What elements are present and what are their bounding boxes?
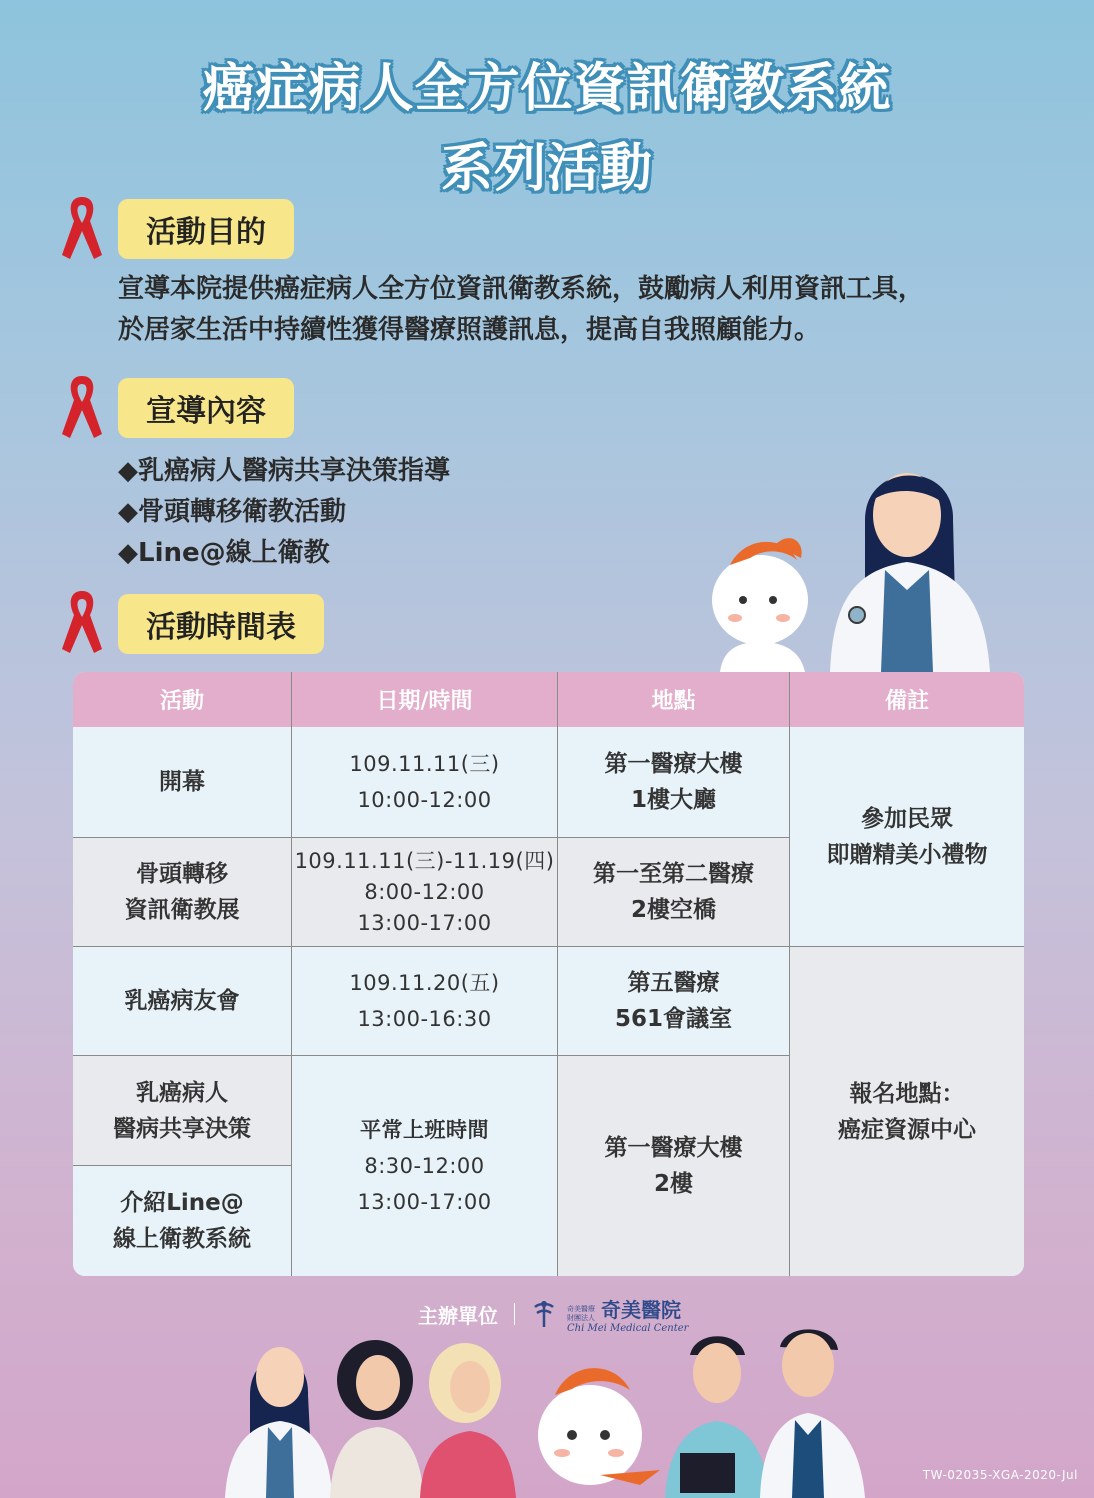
table-header-datetime: 日期/時間: [292, 672, 557, 727]
table-cell-activity: [73, 947, 291, 1055]
cell-text: 即贈精美小禮物: [826, 841, 988, 868]
ribbon-icon: [60, 587, 104, 657]
cell-text: 第一醫療大樓: [604, 1135, 743, 1161]
cell-text: 2樓空橋: [630, 897, 716, 923]
host-label: 主辦單位: [418, 1303, 498, 1328]
table-cell-time: [292, 727, 557, 837]
logo-text-en: Chi Mei Medical Center: [567, 1323, 689, 1334]
purpose-text-line2: 於居家生活中持續性獲得醫療照護訊息，提高自我照顧能力。: [118, 315, 821, 345]
cell-text: 乳癌病友會: [124, 988, 240, 1014]
cell-text: 骨頭轉移: [136, 861, 228, 887]
cell-text: 13:00-17:00: [357, 1190, 492, 1214]
logo-text-cn: 奇美醫院: [601, 1298, 681, 1322]
table-header-place: 地點: [558, 672, 789, 727]
cell-text: 醫病共享決策: [113, 1115, 251, 1142]
cell-text: 8:30-12:00: [364, 1154, 485, 1178]
logo-text-small: 財團法人: [567, 1314, 595, 1322]
cell-text: 109.11.20(五): [349, 971, 500, 995]
ribbon-icon: [60, 372, 104, 442]
table-cell-activity: [73, 838, 291, 946]
cell-text: 13:00-16:30: [357, 1007, 492, 1031]
table-cell-place: [558, 727, 789, 837]
cell-text: 第五醫療: [627, 970, 720, 996]
cell-text: 2樓: [653, 1171, 693, 1197]
section-label-schedule: 活動時間表: [118, 594, 324, 654]
cell-text: 561會議室: [614, 1006, 732, 1032]
grid-line: [789, 672, 790, 1276]
cell-text: 乳癌病人: [136, 1079, 228, 1106]
cell-text: 第一醫療大樓: [604, 751, 743, 777]
table-cell-note: [790, 727, 1024, 946]
cell-text: 報名地點：: [849, 1080, 965, 1107]
grid-line: [557, 672, 558, 1276]
table-header-activity: 活動: [73, 672, 291, 727]
schedule-table: [73, 672, 1024, 1276]
cell-text: 13:00-17:00: [357, 910, 492, 935]
grid-line: [73, 1055, 789, 1056]
table-cell-place: [558, 1056, 789, 1276]
table-cell-time: [292, 947, 557, 1055]
grid-line: [291, 672, 292, 1276]
table-cell-activity: [73, 727, 291, 837]
content-item: ◆Line@線上衛教: [118, 538, 330, 568]
content-item: ◆乳癌病人醫病共享決策指導: [118, 456, 450, 486]
table-header-notes: 備註: [790, 672, 1024, 727]
section-label-content: 宣導內容: [118, 378, 294, 438]
cell-text: 線上衛教系統: [113, 1226, 251, 1252]
grid-line: [73, 1165, 291, 1166]
poster-title-line2: 系列活動: [440, 139, 653, 199]
cell-text: 開幕: [159, 769, 205, 795]
cell-text: 109.11.11(三): [349, 752, 500, 776]
cell-text: 1樓大廳: [630, 787, 716, 813]
cell-text: 參加民眾: [861, 805, 953, 832]
cell-text: 平常上班時間: [360, 1118, 489, 1142]
cell-text: 第一至第二醫療: [593, 861, 754, 887]
logo-text-small: 奇美醫療: [567, 1305, 595, 1313]
grid-line: [73, 837, 789, 838]
grid-line: [73, 946, 1024, 947]
cell-text: 資訊衛教展: [124, 897, 240, 923]
table-cell-time: [292, 838, 557, 946]
cell-text: 109.11.11(三)-11.19(四): [294, 848, 555, 873]
purpose-text-line1: 宣導本院提供癌症病人全方位資訊衛教系統，鼓勵病人利用資訊工具，: [118, 274, 925, 304]
table-cell-activity: [73, 1056, 291, 1165]
cell-text: 癌症資源中心: [838, 1116, 976, 1143]
ribbon-icon: [60, 193, 104, 263]
content-item: ◆骨頭轉移衛教活動: [118, 497, 346, 527]
table-cell-place: [558, 947, 789, 1055]
doctor-mascot-illustration: [705, 450, 1005, 672]
cell-text: 10:00-12:00: [357, 788, 492, 812]
table-cell-time: [292, 1056, 557, 1276]
document-code: TW-02035-XGA-2020-Jul: [922, 1468, 1078, 1482]
table-cell-activity: [73, 1166, 291, 1276]
divider: [514, 1303, 515, 1325]
people-group-illustration: [220, 1325, 900, 1498]
cell-text: 8:00-12:00: [364, 879, 485, 904]
table-cell-place: [558, 838, 789, 946]
section-label-purpose: 活動目的: [118, 199, 294, 259]
table-cell-note: [790, 947, 1024, 1276]
cell-text: 介紹Line@: [120, 1190, 244, 1216]
poster-title-line1: 癌症病人全方位資訊衛教系統: [202, 59, 892, 119]
